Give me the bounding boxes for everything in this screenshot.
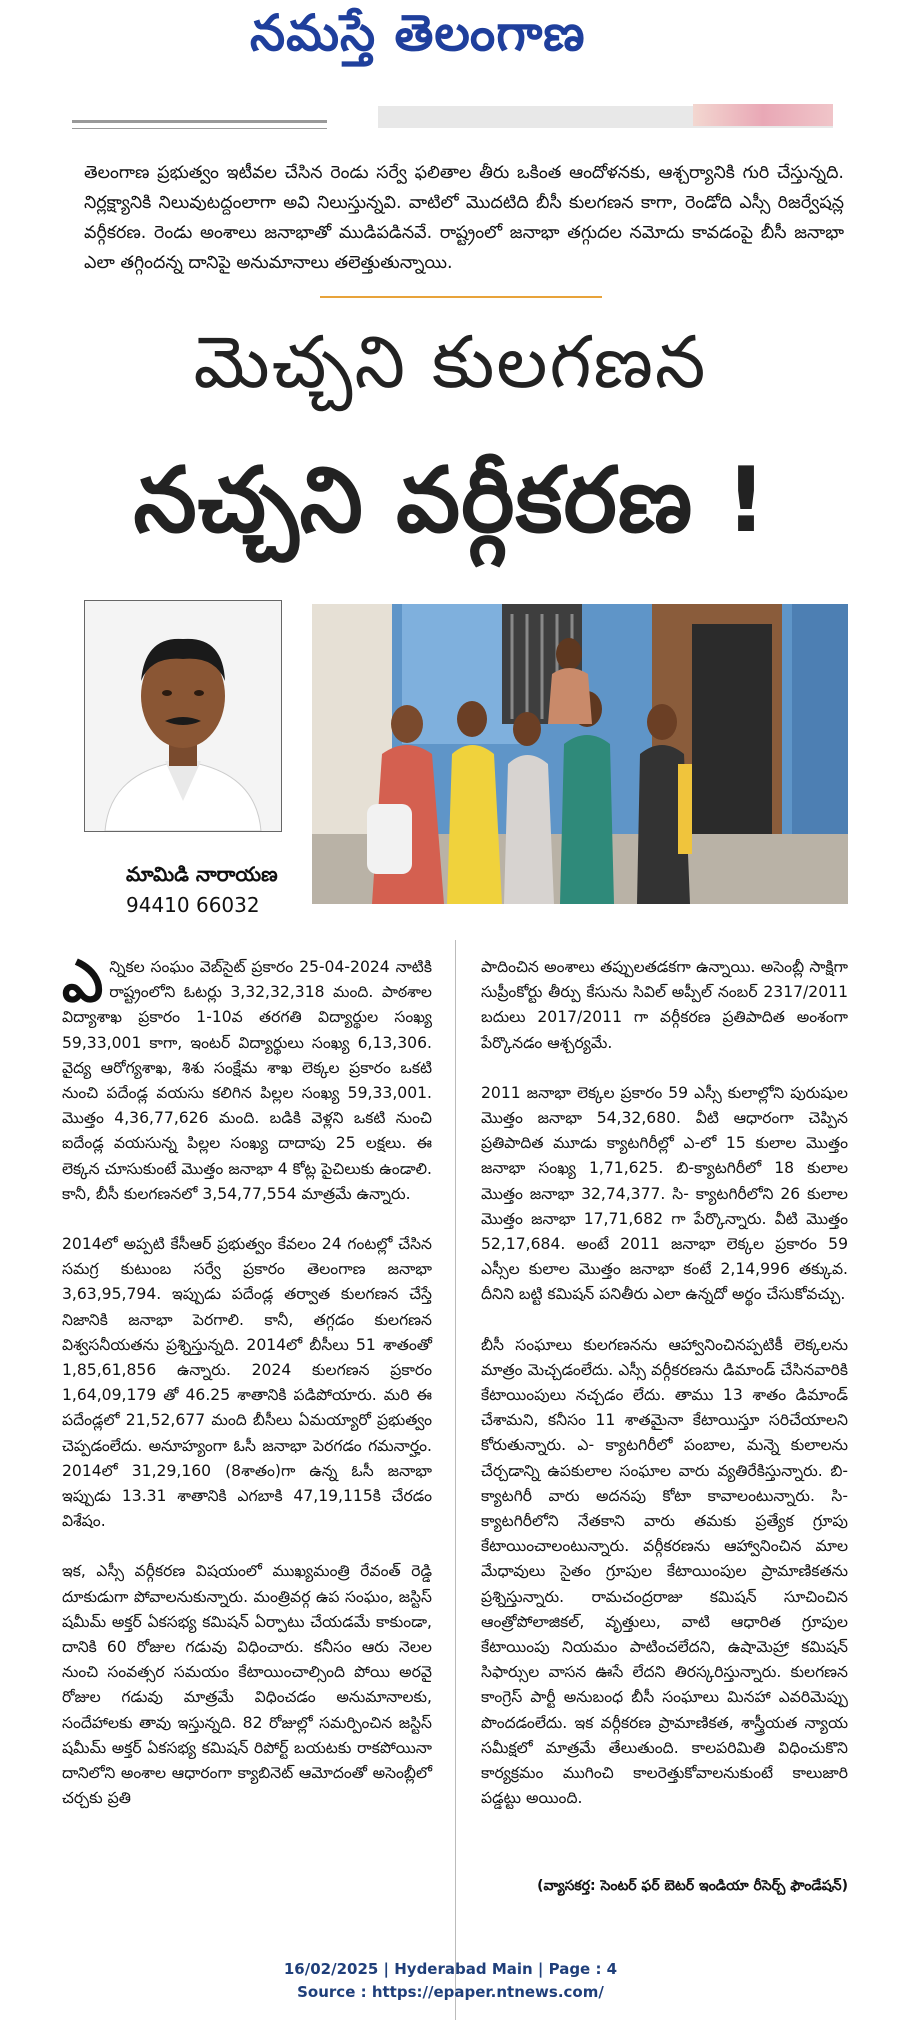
survey-photo bbox=[312, 604, 848, 904]
headline-line-2: నచ్చని వర్గీకరణ ! bbox=[133, 448, 768, 553]
article-paragraph: ఇక, ఎస్సీ వర్గీకరణ విషయంలో ముఖ్యమంత్రి రేవంత్ రెడ్డి దూకుడుగా పోవాలనుకున్నారు. మంత్రివర్గ ఉప సంఘం, జస్టిస్ షమీమ్ అక్తర్ ఏకసభ్య కమిషన్ ఏర్పాటు చేయడమే కాకుండా, దానికి 60 రోజుల గడువు విధించారు. కనీసం ఆరు నెలల నుంచి సంవత్సర సమయం కేటాయించాల్సింది పోయి అరవై రోజుల గడువు మాత్రమే విధించడం అనుమానాలకు, సందేహాలకు తావు ఇస్తున్నది. 82 రోజుల్లో సమర్పించిన జస్టిస్ షమీమ్ అక్తర్ ఏకసభ్య కమిషన్ రిపోర్ట్ బయటకు రాకపోయినా దానిలోని అంశాల ఆధారంగా క్యాబినెట్ ఆమోదంతో అసెంబ్లీలో చర్చకు ప్రతి bbox=[62, 1562, 432, 1808]
author-credit: (వ్యాసకర్త: సెంటర్ ఫర్ బెటర్ ఇండియా రీసెర్చ్ ఫౌండేషన్) bbox=[537, 1878, 848, 1894]
headline-line-1: మెచ్చని కులగణన bbox=[193, 320, 708, 404]
masthead-rule bbox=[72, 120, 327, 123]
masthead-ad-strip bbox=[693, 104, 833, 126]
author-phone: 94410 66032 bbox=[126, 893, 260, 917]
masthead-rule-thin bbox=[72, 128, 327, 129]
footer-edition: 16/02/2025 | Hyderabad Main | Page : 4 bbox=[283, 1960, 618, 1978]
article-paragraph: 2014లో అప్పటి కేసీఆర్ ప్రభుత్వం కేవలం 24 గంటల్లో చేసిన సమగ్ర కుటుంబ సర్వే ప్రకారం తెలంగాణ జనాభా 3,63,95,794. ఇప్పుడు పదేండ్ల తర్వాత కులగణన చేస్తే నిజానికి జనాభా పెరగాలి. కానీ, తగ్గడం కులగణన విశ్వసనీయతను ప్రశ్నిస్తున్నది. 2014లో బీసీలు 51 శాతంతో 1,85,61,856 ఉన్నారు. 2024 కులగణన ప్రకారం 1,64,09,179 తో 46.25 శాతానికి పడిపోయారు. మరి ఈ పదేండ్లలో 21,52,677 మంది బీసీలు ఏమయ్యారో ప్రభుత్వం చెప్పడంలేదు. అనూహ్యంగా ఓసీ జనాభా పెరగడం గమనార్హం. 2014లో 31,29,160 (8శాతం)గా ఉన్న ఓసీ జనాభా ఇప్పుడు 13.31 శాతానికి ఎగబాకి 47,19,115కి చేరడం విశేషం. bbox=[62, 1235, 432, 1531]
footer-source[interactable]: Source : https://epaper.ntnews.com/ bbox=[297, 1983, 604, 2001]
article-paragraph bbox=[62, 947, 432, 1207]
masthead-title: నమస్తే తెలంగాణ bbox=[250, 4, 586, 62]
author-name: మామిడి నారాయణ bbox=[126, 862, 278, 886]
author-portrait bbox=[84, 600, 282, 832]
intro-paragraph: తెలంగాణ ప్రభుత్వం ఇటీవల చేసిన రెండు సర్వే ఫలితాల తీరు ఒకింత ఆందోళనకు, ఆశ్చర్యానికి గురి చేస్తున్నది. నిర్లక్ష్యానికి నిలువుటద్దంలాగా అవి నిలుస్తున్నవి. వాటిలో మొదటిది బీసీ కులగణన కాగా, రెండోది ఎస్సీ రిజర్వేషన్ల వర్గీకరణ. రెండు అంశాలు జనాభాతో ముడిపడినవే. రాష్ట్రంలో జనాభా తగ్గుదల నమోదు కావడంపై బీసీ జనాభా ఎలా తగ్గిందన్న దానిపై అనుమానాలు తలెత్తుతున్నాయి. bbox=[84, 163, 844, 273]
article-paragraph: బీసీ సంఘాలు కులగణనను ఆహ్వానించినప్పటికీ లెక్కలను మాత్రం మెచ్చడంలేదు. ఎస్సీ వర్గీకరణను డిమాండ్ చేసినవారికి కేటాయింపులు నచ్చడం లేదు. తాము 13 శాతం డిమాండ్ చేశామని, కనీసం 11 శాతమైనా కేటాయిస్తూ సరిచేయాలని కోరుతున్నారు. ఎ- క్యాటగిరీలో పంబాల, మన్నె కులాలను చేర్చడాన్ని ఉపకులాల సంఘాల వారు వ్యతిరేకిస్తున్నారు. బి-క్యాటగిరీ వారు అదనపు కోటా కావాలంటున్నారు. సి- క్యాటగిరీలోని నేతకాని వారు తమకు ప్రత్యేక గ్రూపు కేటాయించాలంటున్నారు. వర్గీకరణను ఆహ్వానించిన మాల మేధావులు సైతం గ్రూపుల కేటాయింపుల ప్రామాణికతను ప్రశ్నిస్తున్నారు. రామచంద్రరాజు కమిషన్ సూచించిన ఆంత్రోపోలాజికల్, వృత్తులు, వాటి ఆధారిత గ్రూపుల కేటాయింపు నియమం పాటించలేదని, ఉషామెహ్రా కమిషన్ సిఫార్సుల వాసన ఊసే లేదని తిరస్కరిస్తున్నారు. కులగణన కాంగ్రెస్ పార్టీ అనుబంధ బీసీ సంఘాలు మినహా ఎవరిమెప్పు పొందడంలేదు. ఇక వర్గీకరణ ప్రామాణికత, శాస్త్రీయత న్యాయ సమీక్షలో మాత్రమే తేలుతుంది. కాలపరిమితి విధించుకొని కార్యక్రమం ముగించి కాలరెత్తుకోవాలనుకుంటే కాలుజారి పడ్డట్టు అయింది. bbox=[481, 1335, 848, 1808]
article-paragraph: పాదించిన అంశాలు తప్పులతడకగా ఉన్నాయి. అసెంబ్లీ సాక్షిగా సుప్రీంకోర్టు తీర్పు కేసును సివిల్ అప్పీల్ నంబర్ 2317/2011 బదులు 2017/2011 గా వర్గీకరణ ప్రతిపాదిత అంశంగా పేర్కొనడం ఆశ్చర్యమే. bbox=[481, 958, 848, 1052]
drop-cap: ఎ bbox=[62, 947, 104, 1015]
article-paragraph: 2011 జనాభా లెక్కల ప్రకారం 59 ఎస్సీ కులాల్లోని పురుషుల మొత్తం జనాభా 54,32,680. వీటి ఆధారంగా చెప్పిన ప్రతిపాదిత మూడు క్యాటగిరీల్లో ఎ-లో 15 కులాల మొత్తం జనాభా సంఖ్య 1,71,625. బి-క్యాటగిరీలో 18 కులాల మొత్తం జనాభా 32,74,377. సి- క్యాటగిరీలోని 26 కులాల మొత్తం జనాభా 17,71,682 గా పేర్కొన్నారు. వీటి మొత్తం 52,17,684. అంటే 2011 జనాభా లెక్కల ప్రకారం 59 ఎస్సీల కులాల మొత్తం జనాభా కంటే 2,14,996 తక్కువ. దీనిని బట్టి కమిషన్ పనితీరు ఎలా ఉన్నదో అర్థం చేసుకోవచ్చు. bbox=[481, 1083, 848, 1304]
intro-separator bbox=[320, 296, 602, 298]
article-column-left bbox=[62, 947, 432, 1837]
column-divider bbox=[455, 940, 456, 2020]
masthead-logo bbox=[250, 4, 690, 84]
paragraph-text: న్నికల సంఘం వెబ్‌సైట్ ప్రకారం 25-04-2024 నాటికి రాష్ట్రంలోని ఓటర్లు 3,32,32,318 మంది. పాఠశాల విద్యాశాఖ ప్రకారం 1-10వ తరగతి విద్యార్థుల సంఖ్య 59,33,001 కాగా, ఇంటర్ విద్యార్థులు సంఖ్య 6,13,306. వైద్య ఆరోగ్యశాఖ, శిశు సంక్షేమ శాఖ లెక్కల ప్రకారం ఒకటి నుంచి పదేండ్ల వయసు కలిగిన పిల్లల సంఖ్య 59,33,001. మొత్తం 4,36,77,626 మంది. బడికి వెళ్లని ఒకటి నుంచి ఐదేండ్ల వయసున్న పిల్లల సంఖ్య దాదాపు 25 లక్షలు. ఈ లెక్కన చూసుకుంటే మొత్తం జనాభా 4 కోట్ల పైచిలుకు ఉండాలి. కానీ, బీసీ కులగణనలో 3,54,77,554 మాత్రమే ఉన్నారు. bbox=[62, 958, 432, 1203]
article-column-right bbox=[481, 955, 848, 1837]
